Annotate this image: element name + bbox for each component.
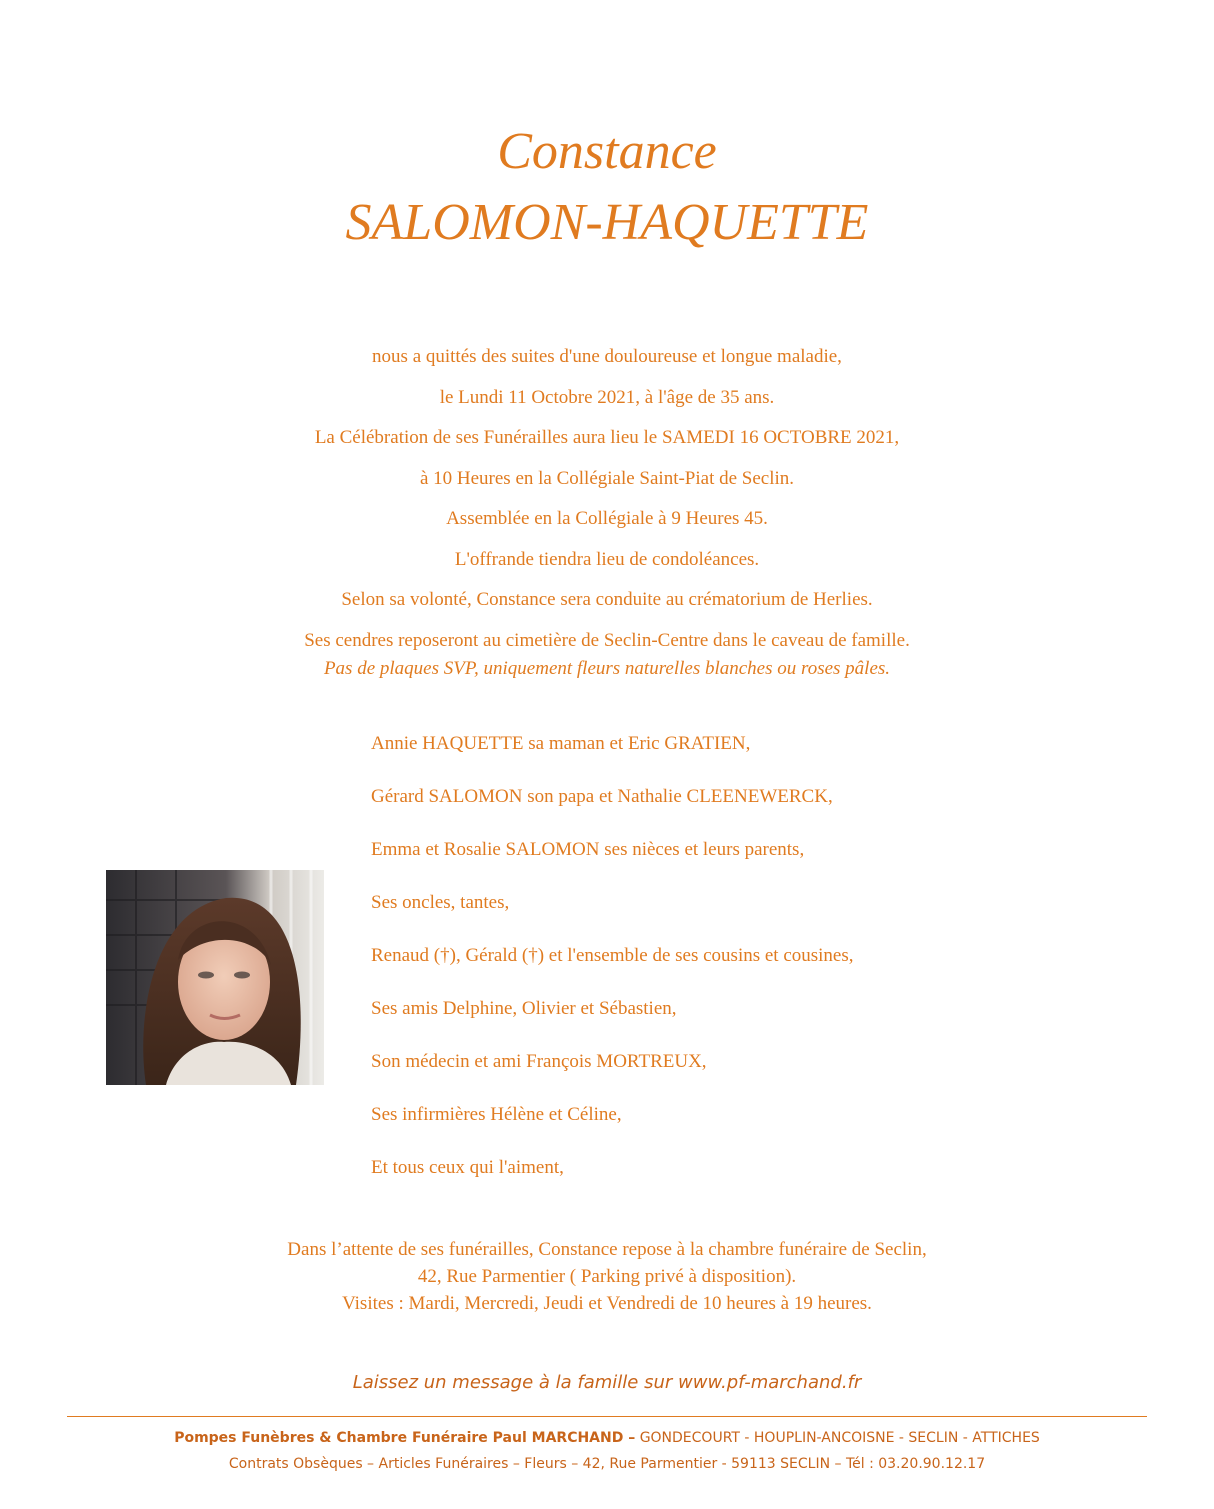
footer [0, 1425, 1214, 1477]
deceased-first-name: Constance [497, 123, 717, 180]
family-line: Ses oncles, tantes, [371, 892, 510, 913]
company-name: Pompes Funèbres & Chambre Funéraire Paul MARCHAND – [174, 1430, 636, 1446]
family-line: Et tous ceux qui l'aiment, [371, 1157, 564, 1178]
announcement-line: L'offrande tiendra lieu de condoléances. [454, 548, 760, 570]
announcement-line: La Célébration de ses Funérailles aura lieu le SAMEDI 16 OCTOBRE 2021, [314, 427, 900, 448]
resting-line: Visites : Mardi, Mercredi, Jeudi et Vendredi de 10 heures à 19 heures. [342, 1293, 872, 1314]
company-locations: GONDECOURT - HOUPLIN-ANCOISNE - SECLIN - ATTICHES [639, 1430, 1040, 1446]
family-line: Annie HAQUETTE sa maman et Eric GRATIEN, [371, 733, 751, 754]
family-line: Ses amis Delphine, Olivier et Sébastien, [371, 998, 677, 1019]
footer-divider [67, 1416, 1147, 1417]
footer-line-2: Contrats Obsèques – Articles Funéraires – Fleurs – 42, Rue Parmentier - 59113 SECLIN – Tél : 03.20.90.12.17 [228, 1456, 986, 1472]
resting-info [0, 1236, 1214, 1317]
family-list [371, 730, 1171, 1207]
announcement-line: à 10 Heures en la Collégiale Saint-Piat de Seclin. [419, 467, 795, 489]
announcement-line: nous a quittés des suites d'une douloureuse et longue maladie, [372, 346, 842, 367]
portrait-photo [106, 870, 324, 1085]
footer-line-1 [0, 1425, 1214, 1451]
announcement-block [0, 343, 1214, 683]
announcement-line: Assemblée en la Collégiale à 9 Heures 45. [446, 508, 768, 529]
announcement-line: Ses cendres reposeront au cimetière de Seclin-Centre dans le caveau de famille. [304, 629, 910, 651]
announcement-line: le Lundi 11 Octobre 2021, à l'âge de 35 ans. [439, 386, 775, 408]
resting-line: 42, Rue Parmentier ( Parking privé à disposition). [417, 1266, 797, 1287]
family-line: Ses infirmières Hélène et Céline, [371, 1104, 622, 1125]
family-line: Emma et Rosalie SALOMON ses nièces et leurs parents, [371, 839, 805, 860]
family-line: Renaud (†), Gérald (†) et l'ensemble de ses cousins et cousines, [371, 945, 854, 966]
guestbook-message: Laissez un message à la famille sur www.pf-marchand.fr [352, 1372, 862, 1393]
announcement-line: Selon sa volonté, Constance sera conduite au crématorium de Herlies. [341, 589, 873, 610]
family-line: Gérard SALOMON son papa et Nathalie CLEENEWERCK, [371, 786, 833, 807]
announcement-note: Pas de plaques SVP, uniquement fleurs naturelles blanches ou roses pâles. [323, 658, 891, 679]
deceased-last-name: SALOMON-HAQUETTE [345, 194, 869, 251]
resting-line: Dans l’attente de ses funérailles, Constance repose à la chambre funéraire de Seclin, [287, 1239, 927, 1260]
family-line: Son médecin et ami François MORTREUX, [371, 1051, 707, 1072]
